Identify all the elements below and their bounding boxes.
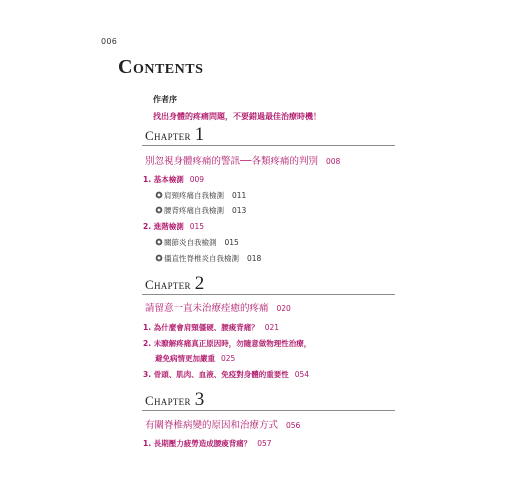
entry-number: 2. (143, 222, 152, 231)
chapter-word: Chapter (145, 393, 191, 408)
chapter-2-title[interactable] (145, 300, 291, 314)
chapter-page: 056 (286, 421, 301, 430)
entry-label: 避免病情更加嚴重 (155, 354, 215, 363)
entry-page: 021 (264, 323, 280, 332)
chapter-divider (142, 294, 395, 295)
chapter-3-title[interactable] (145, 417, 300, 431)
subentry-page: 013 (232, 206, 247, 215)
preface-title: 找出身體的疼痛問題，不要錯過最佳治療時機！ (153, 112, 321, 121)
chapter-title-text: 請留意一直未治療痊癒的疼痛 (145, 303, 269, 314)
chapter-1-title[interactable] (145, 153, 340, 167)
toc-entry-continuation[interactable] (155, 353, 235, 364)
chapter-divider (142, 410, 395, 411)
entry-label: 未瞭解疼痛真正原因時，勿隨意做物理性治療， (153, 339, 312, 348)
entry-label: 為什麼會肩頸僵硬、腰痠背痛？ (153, 323, 259, 332)
toc-entry[interactable] (143, 369, 309, 380)
chapter-divider (142, 145, 395, 146)
preface-heading: 作者序 (153, 95, 177, 104)
subentry-label: 腰背疼痛自我檢測 (164, 206, 224, 215)
chapter-3-heading (145, 389, 204, 411)
entry-number: 2. (143, 339, 152, 348)
contents-title: Contents (118, 56, 204, 78)
chapter-number: 2 (194, 273, 205, 294)
chapter-title-text: 有關脊椎病變的原因和治療方式 (145, 420, 279, 431)
subentry-page: 011 (232, 191, 247, 200)
subentry-label: 關節炎自我檢測 (164, 238, 217, 247)
preface-block (153, 94, 321, 122)
entry-label: 基本檢測 (153, 175, 184, 184)
toc-subentry[interactable] (155, 253, 261, 264)
subentry-page: 015 (224, 238, 239, 247)
toc-entry[interactable] (143, 438, 272, 449)
bullet-icon (155, 238, 163, 246)
toc-subentry[interactable] (155, 205, 246, 216)
chapter-page: 008 (325, 157, 341, 166)
entry-number: 3. (143, 370, 152, 379)
subentry-label: 僵直性脊椎炎自我檢測 (164, 254, 239, 263)
bullet-icon (155, 206, 163, 214)
subentry-label: 肩頸疼痛自我檢測 (164, 191, 224, 200)
entry-page: 057 (257, 439, 272, 448)
chapter-1-heading (145, 124, 204, 146)
chapter-number: 1 (194, 124, 205, 145)
entry-page: 054 (294, 370, 310, 379)
toc-subentry[interactable] (155, 190, 246, 201)
toc-entry[interactable] (143, 174, 204, 185)
chapter-number: 3 (194, 389, 205, 410)
entry-label: 進階檢測 (153, 222, 184, 231)
chapter-2-heading (145, 273, 204, 295)
toc-entry[interactable] (143, 338, 311, 349)
entry-label: 長期壓力疲勞造成腰痠背痛？ (153, 439, 252, 448)
page-number: 006 (101, 37, 118, 46)
chapter-word: Chapter (145, 128, 191, 143)
entry-number: 1. (143, 323, 152, 332)
entry-page: 015 (189, 222, 205, 231)
subentry-page: 018 (247, 254, 262, 263)
toc-entry[interactable] (143, 322, 279, 333)
toc-subentry[interactable] (155, 237, 239, 248)
chapter-page: 020 (276, 304, 291, 313)
bullet-icon (155, 254, 163, 262)
entry-page: 025 (221, 354, 236, 363)
bullet-icon (155, 191, 163, 199)
entry-number: 1. (143, 175, 152, 184)
entry-label: 骨頭、肌肉、血液、免疫對身體的重要性 (153, 370, 289, 379)
chapter-word: Chapter (145, 277, 191, 292)
entry-page: 009 (189, 175, 205, 184)
toc-entry[interactable] (143, 221, 204, 232)
entry-number: 1. (143, 439, 152, 448)
chapter-title-text: 別忽視身體疼痛的警訊──各類疼痛的判別 (145, 156, 318, 167)
